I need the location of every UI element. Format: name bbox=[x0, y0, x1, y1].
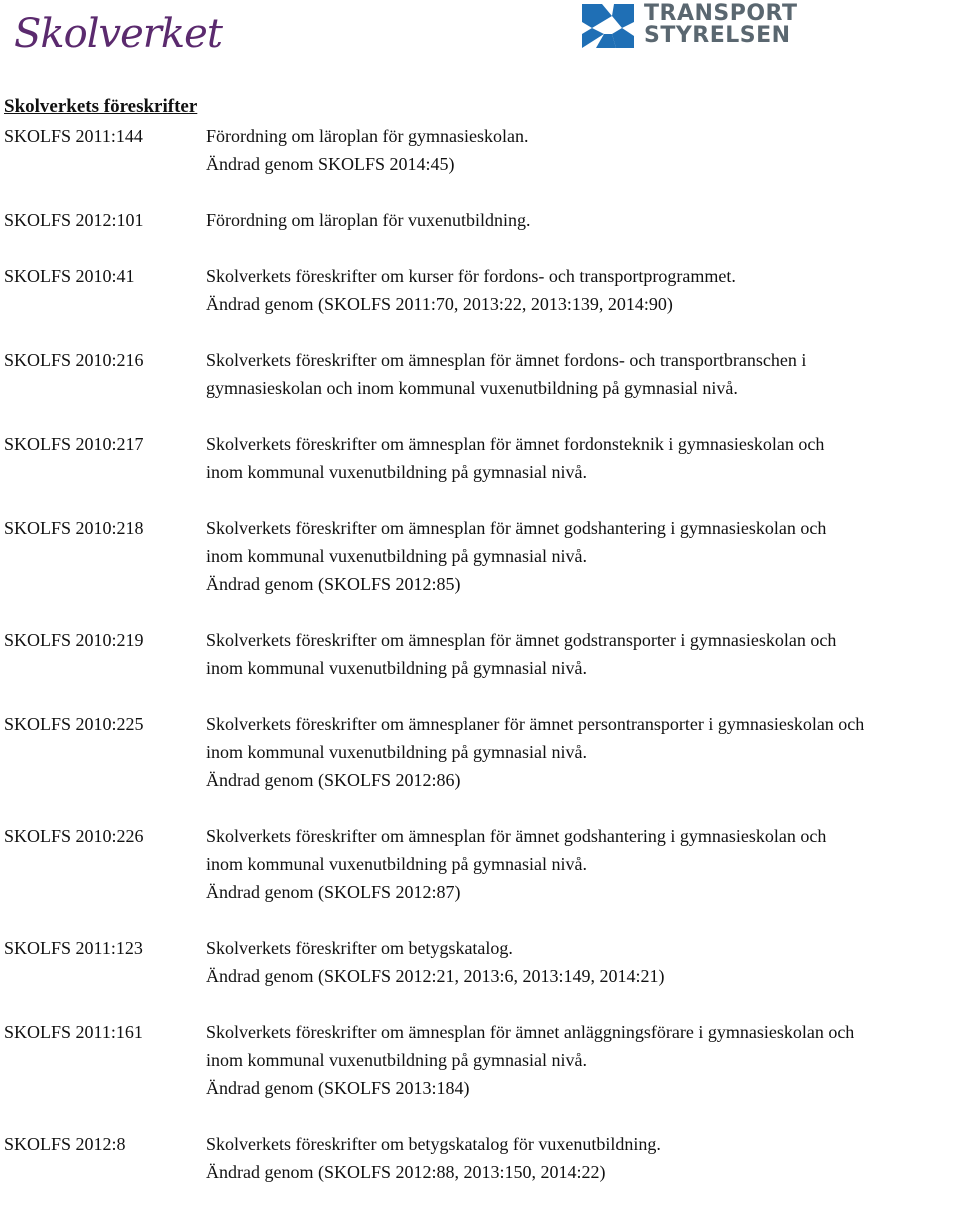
regulation-entry bbox=[0, 1130, 960, 1186]
regulation-description-line: Skolverkets föreskrifter om kurser för fordons- och transportprogrammet. bbox=[206, 266, 736, 286]
regulation-code: SKOLFS 2010:225 bbox=[4, 714, 144, 734]
regulation-description-line: Skolverkets föreskrifter om ämnesplan för ämnet godshantering i gymnasieskolan och bbox=[206, 826, 827, 846]
regulation-description-line: Ändrad genom SKOLFS 2014:45) bbox=[206, 154, 455, 174]
regulation-description bbox=[206, 430, 960, 486]
regulation-description bbox=[206, 514, 960, 598]
regulation-description bbox=[206, 626, 960, 682]
regulation-description bbox=[206, 1018, 960, 1102]
regulation-code: SKOLFS 2010:218 bbox=[4, 518, 144, 538]
regulation-code: SKOLFS 2010:41 bbox=[4, 266, 135, 286]
regulation-description-line: Skolverkets föreskrifter om ämnesplan för ämnet godstransporter i gymnasieskolan och bbox=[206, 630, 837, 650]
regulations-list bbox=[0, 122, 960, 1214]
regulation-entry bbox=[0, 430, 960, 486]
regulation-description-line: Skolverkets föreskrifter om ämnesplan för ämnet anläggningsförare i gymnasieskolan och bbox=[206, 1022, 855, 1042]
regulation-description-line: Skolverkets föreskrifter om ämnesplan för ämnet fordons- och transportbranschen i bbox=[206, 350, 807, 370]
regulation-description-line: Skolverkets föreskrifter om ämnesplan för ämnet godshantering i gymnasieskolan och bbox=[206, 518, 827, 538]
regulation-description-line: Förordning om läroplan för vuxenutbildning. bbox=[206, 210, 531, 230]
regulation-description-line: inom kommunal vuxenutbildning på gymnasial nivå. bbox=[206, 462, 587, 482]
section-title: Skolverkets föreskrifter bbox=[4, 96, 198, 117]
regulation-description bbox=[206, 346, 960, 402]
regulation-entry bbox=[0, 514, 960, 598]
transportstyrelsen-logo-line1: TRANSPORT bbox=[644, 1, 798, 26]
regulation-code: SKOLFS 2010:226 bbox=[4, 826, 144, 846]
regulation-description-line: Ändrad genom (SKOLFS 2011:70, 2013:22, 2013:139, 2014:90) bbox=[206, 294, 673, 314]
regulation-description-line: inom kommunal vuxenutbildning på gymnasial nivå. bbox=[206, 742, 587, 762]
regulation-code: SKOLFS 2011:161 bbox=[4, 1022, 143, 1042]
regulation-description-line: Ändrad genom (SKOLFS 2012:21, 2013:6, 2013:149, 2014:21) bbox=[206, 966, 665, 986]
regulation-description-line: Skolverkets föreskrifter om ämnesplaner för ämnet persontransporter i gymnasieskolan och bbox=[206, 714, 865, 734]
regulation-description-line: Skolverkets föreskrifter om betygskatalog för vuxenutbildning. bbox=[206, 1134, 661, 1154]
regulation-description bbox=[206, 262, 960, 318]
regulation-code: SKOLFS 2011:123 bbox=[4, 938, 143, 958]
regulation-description-line: inom kommunal vuxenutbildning på gymnasial nivå. bbox=[206, 1050, 587, 1070]
regulation-description-line: Ändrad genom (SKOLFS 2012:86) bbox=[206, 770, 461, 790]
regulation-code: SKOLFS 2012:8 bbox=[4, 1134, 126, 1154]
page-header bbox=[0, 0, 960, 80]
regulation-description bbox=[206, 122, 960, 178]
regulation-code: SKOLFS 2012:101 bbox=[4, 210, 144, 230]
regulation-description-line: Ändrad genom (SKOLFS 2012:85) bbox=[206, 574, 461, 594]
regulation-entry bbox=[0, 122, 960, 178]
regulation-entry bbox=[0, 1018, 960, 1102]
transportstyrelsen-logo-line2: STYRELSEN bbox=[644, 23, 791, 48]
regulation-entry bbox=[0, 262, 960, 318]
regulation-entry bbox=[0, 626, 960, 682]
skolverket-logo: Skolverket bbox=[14, 11, 222, 57]
regulation-description-line: Ändrad genom (SKOLFS 2012:88, 2013:150, 2014:22) bbox=[206, 1162, 606, 1182]
transportstyrelsen-emblem-icon bbox=[582, 4, 634, 50]
regulation-description bbox=[206, 206, 960, 234]
regulation-entry bbox=[0, 934, 960, 990]
regulation-description-line: Ändrad genom (SKOLFS 2012:87) bbox=[206, 882, 461, 902]
regulation-entry bbox=[0, 710, 960, 794]
regulation-entry bbox=[0, 346, 960, 402]
regulation-description-line: gymnasieskolan och inom kommunal vuxenutbildning på gymnasial nivå. bbox=[206, 378, 738, 398]
regulation-description bbox=[206, 710, 960, 794]
regulation-entry bbox=[0, 822, 960, 906]
regulation-description bbox=[206, 1130, 960, 1186]
regulation-description-line: inom kommunal vuxenutbildning på gymnasial nivå. bbox=[206, 658, 587, 678]
regulation-description-line: Förordning om läroplan för gymnasieskolan. bbox=[206, 126, 529, 146]
regulation-description bbox=[206, 822, 960, 906]
regulation-description-line: Skolverkets föreskrifter om ämnesplan för ämnet fordonsteknik i gymnasieskolan och bbox=[206, 434, 825, 454]
regulation-description bbox=[206, 934, 960, 990]
regulation-code: SKOLFS 2010:217 bbox=[4, 434, 144, 454]
transportstyrelsen-logo bbox=[582, 1, 798, 52]
regulation-description-line: inom kommunal vuxenutbildning på gymnasial nivå. bbox=[206, 546, 587, 566]
regulation-description-line: Skolverkets föreskrifter om betygskatalog. bbox=[206, 938, 513, 958]
regulation-code: SKOLFS 2010:216 bbox=[4, 350, 144, 370]
regulation-description-line: Ändrad genom (SKOLFS 2013:184) bbox=[206, 1078, 470, 1098]
regulation-entry bbox=[0, 206, 960, 234]
regulation-code: SKOLFS 2011:144 bbox=[4, 126, 143, 146]
regulation-description-line: inom kommunal vuxenutbildning på gymnasial nivå. bbox=[206, 854, 587, 874]
regulation-code: SKOLFS 2010:219 bbox=[4, 630, 144, 650]
